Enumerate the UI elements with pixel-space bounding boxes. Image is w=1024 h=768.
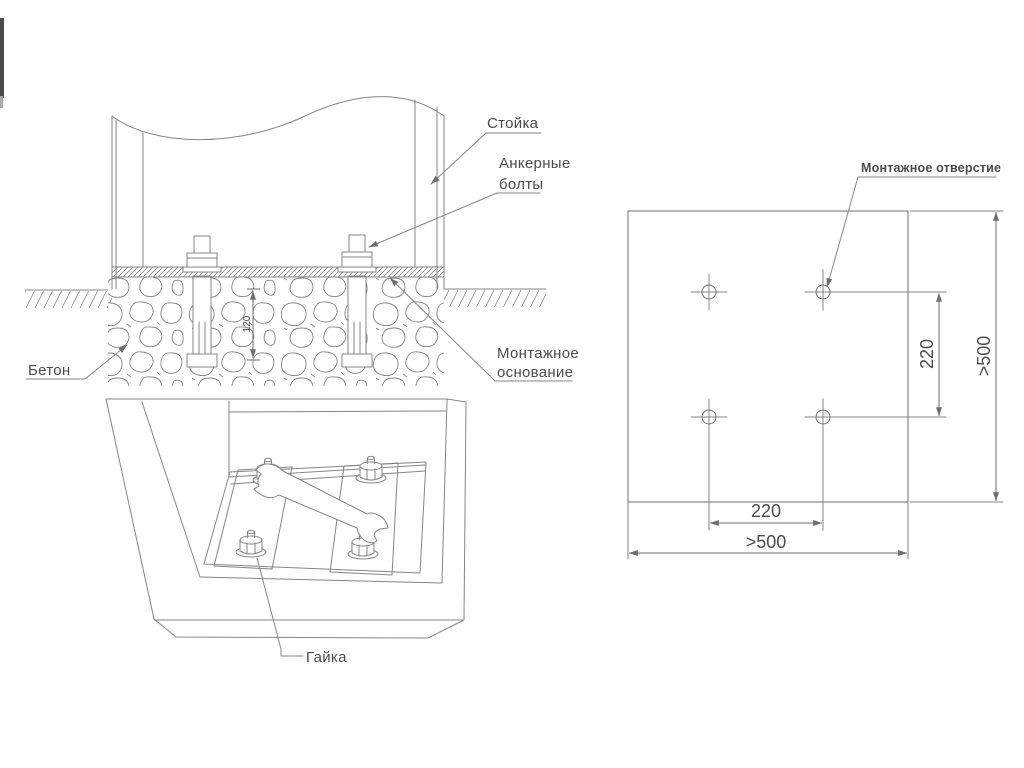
label-post [431, 115, 541, 184]
dim-h220-text: 220 [750, 501, 782, 521]
mounting-hole-label-text: Монтажное отверстие [861, 161, 1002, 175]
label-mounting-hole [827, 161, 1001, 287]
mounting-base-label-line1: Монтажное [497, 345, 580, 362]
label-nut [257, 558, 347, 666]
bolt-bottom-left [236, 530, 266, 557]
anchor-bolt-top-right [338, 235, 376, 272]
bolt-top-right [356, 456, 386, 483]
mounting-base-plate [112, 267, 444, 277]
post-label-text: Стойка [487, 115, 539, 132]
dim-h500-text: >500 [745, 532, 787, 552]
concrete-fill [108, 277, 444, 386]
embed-depth-value: 120 [242, 315, 253, 333]
mounting-plate-outline [628, 211, 908, 502]
anchor-bolts-label-line1: Анкерные [499, 155, 571, 172]
dim-horizontal-hole-spacing [710, 501, 822, 523]
dim-v500-text: >500 [974, 335, 994, 377]
base-plate-and-rails [204, 462, 426, 575]
section-view [25, 97, 579, 386]
mounting-base-label-line2: основание [497, 364, 574, 381]
dim-vertical-hole-spacing [917, 293, 939, 416]
anchor-bolts-label-line2: болты [499, 176, 544, 193]
anchor-bolt-top-left [183, 236, 221, 272]
post-walls [112, 97, 444, 289]
perspective-view [106, 399, 466, 666]
dim-v220-text: 220 [917, 338, 937, 370]
concrete-label-text: Бетон [28, 362, 71, 379]
nut-label-text: Гайка [306, 649, 347, 666]
label-anchor-bolts [369, 155, 571, 247]
plan-view [628, 161, 1003, 559]
post-base-outline [106, 399, 466, 638]
